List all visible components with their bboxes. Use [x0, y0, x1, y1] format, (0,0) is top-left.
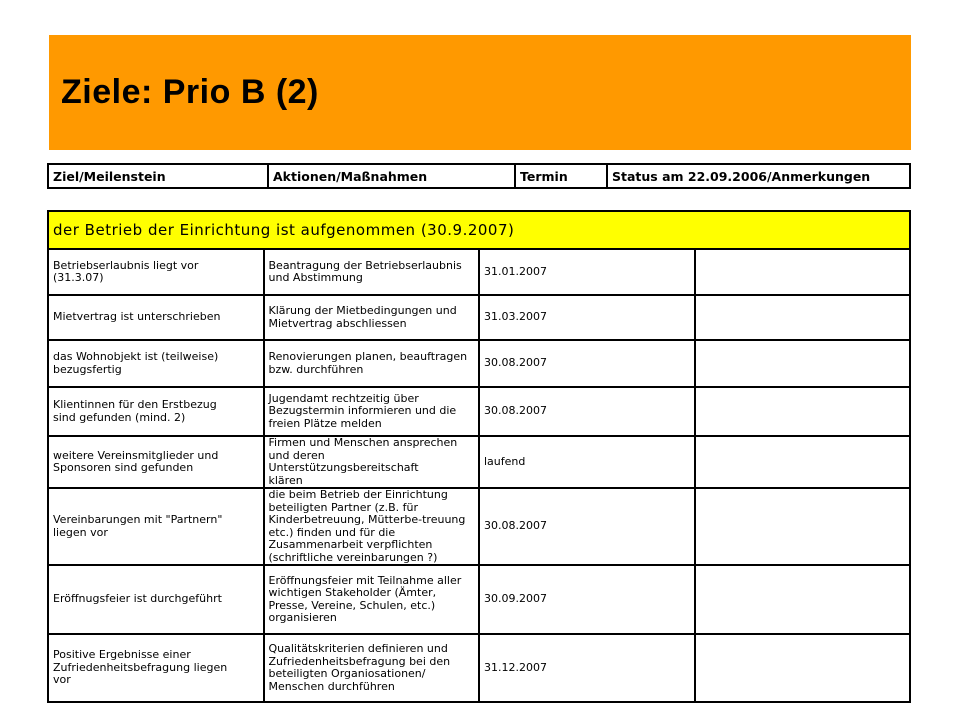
- action-cell-line: Presse, Vereine, Schulen, etc.): [268, 598, 436, 612]
- section-heading: [48, 211, 910, 249]
- action-cell-line: Klärung der Mietbedingungen und: [268, 304, 457, 317]
- action-cell-line: die beim Betrieb der Einrichtung: [268, 488, 448, 501]
- goal-cell-line: liegen vor: [53, 525, 108, 539]
- status-cell: [695, 387, 911, 436]
- goal-cell-line: Sponsoren sind gefunden: [53, 461, 194, 474]
- goal-cell-line: vor: [53, 673, 71, 687]
- goal-cell: [48, 387, 264, 436]
- date-cell: [479, 249, 695, 295]
- date-cell-line: 30.09.2007: [484, 592, 547, 606]
- action-cell-line: Firmen und Menschen ansprechen: [268, 436, 458, 449]
- table-row: [48, 436, 910, 488]
- status-cell: [695, 436, 911, 488]
- header-status: Status am 22.09.2006/Anmerkungen: [607, 164, 910, 188]
- action-cell-line: Mietvertrag abschliessen: [268, 316, 407, 330]
- action-cell: [264, 488, 480, 565]
- action-cell-line: etc.) finden und für die: [268, 525, 396, 539]
- status-cell: [695, 249, 911, 295]
- header-goal: Ziel/Meilenstein: [48, 164, 268, 188]
- date-cell-line: 30.08.2007: [484, 404, 547, 418]
- goal-cell: [48, 436, 264, 488]
- goal-cell-line: Klientinnen für den Erstbezug: [53, 398, 217, 411]
- title-banner: [49, 35, 911, 150]
- date-cell-line: 31.12.2007: [484, 660, 547, 674]
- table-row: [48, 387, 910, 436]
- table-row: [48, 249, 910, 295]
- date-cell: [479, 340, 695, 387]
- action-cell: [264, 387, 480, 436]
- date-cell: [479, 387, 695, 436]
- status-cell: [695, 295, 911, 340]
- date-cell-line: 30.08.2007: [484, 519, 547, 533]
- status-cell: [695, 488, 911, 565]
- action-cell: [264, 436, 480, 488]
- action-cell-line: (schriftliche vereinbarungen ?): [268, 550, 438, 564]
- goal-cell-line: bezugsfertig: [53, 362, 122, 376]
- goal-cell: [48, 340, 264, 387]
- goal-cell-line: das Wohnobjekt ist (teilweise): [53, 350, 219, 363]
- action-cell-line: beteiligten Organiosationen/: [268, 667, 426, 680]
- date-cell: [479, 488, 695, 565]
- section-label: der Betrieb der Einrichtung ist aufgenommen (30.9.2007): [53, 220, 515, 239]
- goal-cell-line: Eröffnugsfeier ist durchgeführt: [53, 592, 222, 606]
- action-cell-line: organisieren: [268, 611, 337, 624]
- date-cell-line: laufend: [484, 454, 526, 468]
- action-cell-line: und Abstimmung: [268, 271, 363, 284]
- table-row: [48, 634, 910, 702]
- action-cell-line: Zufriedenheitsbefragung bei den: [268, 654, 451, 668]
- table-row: [48, 488, 910, 565]
- date-cell-line: 31.03.2007: [484, 310, 547, 324]
- goal-cell-line: sind gefunden (mind. 2): [53, 410, 186, 424]
- action-cell-line: freien Plätze melden: [268, 416, 382, 430]
- date-cell-line: 31.01.2007: [484, 264, 547, 278]
- goal-cell-line: Zufriedenheitsbefragung liegen: [53, 660, 228, 674]
- action-cell-line: Jugendamt rechtzeitig über: [268, 391, 419, 405]
- status-cell: [695, 565, 911, 634]
- goal-cell: [48, 634, 264, 702]
- goal-cell-line: weitere Vereinsmitglieder und: [53, 448, 219, 462]
- action-cell-line: Menschen durchführen: [268, 679, 395, 693]
- date-cell: [479, 295, 695, 340]
- action-cell-line: Zusammenarbeit verpflichten: [268, 538, 433, 551]
- goal-cell: [48, 488, 264, 565]
- goal-cell: [48, 565, 264, 634]
- status-cell: [695, 634, 911, 702]
- action-cell-line: wichtigen Stakeholder (Ämter,: [268, 586, 437, 599]
- goal-cell-line: Mietvertrag ist unterschrieben: [53, 310, 221, 324]
- action-cell-line: beteiligten Partner (z.B. für: [268, 500, 418, 514]
- action-cell-line: bzw. durchführen: [268, 362, 364, 376]
- action-cell-line: klären: [268, 473, 303, 487]
- status-cell: [695, 340, 911, 387]
- table-row: [48, 340, 910, 387]
- table-row: [48, 295, 910, 340]
- goal-cell-line: Betriebserlaubnis liegt vor: [53, 258, 199, 272]
- action-cell: [264, 340, 480, 387]
- action-cell: [264, 565, 480, 634]
- table-body: [48, 249, 910, 702]
- goal-cell-line: Vereinbarungen mit "Partnern": [53, 513, 223, 526]
- goal-cell: [48, 249, 264, 295]
- action-cell-line: Bezugstermin informieren und die: [268, 404, 457, 418]
- action-cell-line: Qualitätskriterien definieren und: [268, 642, 448, 655]
- date-cell: [479, 436, 695, 488]
- header-action: Aktionen/Maßnahmen: [268, 164, 515, 188]
- header-date: Termin: [515, 164, 607, 188]
- header-table: [47, 163, 911, 189]
- action-cell-line: Renovierungen planen, beauftragen: [268, 350, 468, 363]
- date-cell-line: 30.08.2007: [484, 356, 547, 370]
- goals-table: [47, 210, 911, 703]
- table-row: [48, 565, 910, 634]
- section-row: [48, 211, 910, 249]
- action-cell: [264, 249, 480, 295]
- action-cell: [264, 295, 480, 340]
- goal-cell: [48, 295, 264, 340]
- action-cell-line: Kinderbetreuung, Mütterbe-treuung: [268, 513, 466, 526]
- slide-title: Ziele: Prio B (2): [61, 73, 319, 111]
- action-cell-line: und deren Unterstützungsbereitschaft: [268, 448, 419, 474]
- goal-cell-line: (31.3.07): [53, 271, 104, 284]
- goal-cell-line: Positive Ergebnisse einer: [53, 648, 191, 662]
- action-cell-line: Beantragung der Betriebserlaubnis: [268, 258, 462, 272]
- date-cell: [479, 634, 695, 702]
- action-cell-line: Eröffnungsfeier mit Teilnahme aller: [268, 573, 462, 587]
- date-cell: [479, 565, 695, 634]
- header-row: [48, 164, 910, 188]
- action-cell: [264, 634, 480, 702]
